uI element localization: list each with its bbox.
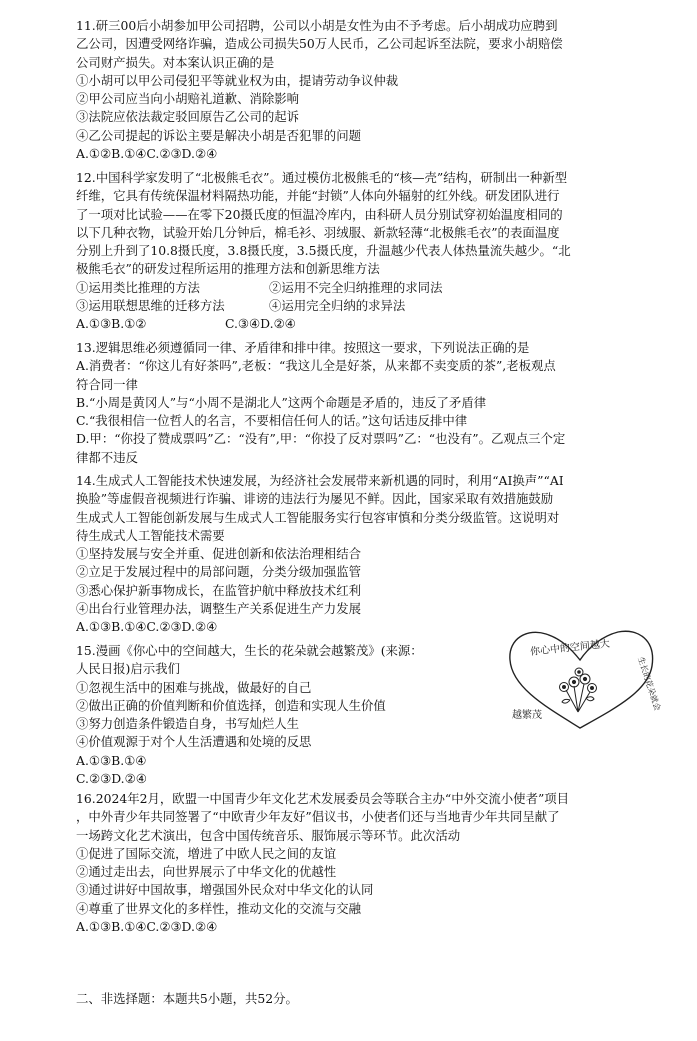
q16-option-3: ③通过讲好中国故事，增强国外民众对中华文化的认同 [76,882,374,898]
q12-answers-cd: C.③④D.②④ [224,316,296,332]
question-16 [76,790,656,936]
q14-option-2: ②立足于发展过程中的局部问题，分类分级加强监管 [76,564,361,580]
q16-stem-line-1: 16.2024年2月，欧盟一中国青少年文化艺术发展委员会等联合主办“中外交流小使者”项目 [76,791,570,806]
q12-option-3: ③运用联想思维的迁移方法 [76,298,225,314]
q11-stem-line-2: 乙公司，因遭受网络诈骗，造成公司损失50万人民币，乙公司起诉至法院，要求小胡赔偿 [76,36,563,52]
question-12 [76,169,656,334]
q12-option-1: ①运用类比推理的方法 [76,279,200,295]
q11-option-2: ②甲公司应当向小胡赔礼道歉、消除影响 [76,91,300,107]
q12-answers-ab: A.①③B.①② [76,316,147,332]
q11-stem-line-1: 11.研三00后小胡参加甲公司招聘，公司以小胡是女性为由不予考虑。后小胡成功应聘到 [76,18,558,33]
q13-stem: 13.逻辑思维必须遵循同一律、矛盾律和排中律。按照这一要求，下列说法正确的是 [76,340,530,355]
cartoon-side-text: 生长的花朵就会 [636,655,662,712]
q11-stem-line-3: 公司财产损失。对本案认识正确的是 [76,54,275,70]
q16-option-4: ④尊重了世界文化的多样性，推动文化的交流与交融 [76,900,361,916]
q14-option-3: ③悉心保护新事物成长，在监管护航中释放技术红利 [76,582,361,598]
q12-option-2: ②运用不完全归纳推理的求同法 [269,279,443,295]
q16-option-1: ①促进了国际交流，增进了中欧人民之间的友谊 [76,845,337,861]
q15-answers-cd: C.②③D.②④ [76,771,147,787]
q13-option-b: B.“小周是黄冈人”与“小周不是湖北人”这两个命题是矛盾的，违反了矛盾律 [76,394,487,410]
question-13 [76,339,656,467]
q16-stem-line-2: ，中外青少年共同签署了“中欧青少年友好”倡议书，小使者们还与当地青少年共同呈献了 [76,809,560,825]
q12-stem-line-1: 12.中国科学家发明了“北极熊毛衣”。通过模仿北极熊毛的“核—壳”结构，研制出一种新型 [76,170,568,185]
q12-stem-line-6: 极熊毛衣”的研发过程所运用的推理方法和创新思维方法 [76,261,380,277]
question-11 [76,17,656,163]
q14-option-1: ①坚持发展与安全并重、促进创新和依法治理相结合 [76,546,361,562]
q11-option-1: ①小胡可以甲公司侵犯平等就业权为由，提请劳动争议仲裁 [76,72,399,88]
question-15 [76,642,476,788]
q14-stem-line-4: 待生成式人工智能技术需要 [76,527,225,543]
q12-stem-line-4: 以下几种衣物，试验开始几分钟后，棉毛衫、羽绒服、新款轻薄“北极熊毛衣”的表面温度 [76,224,560,240]
q14-option-4: ④出台行业管理办法，调整生产关系促进生产力发展 [76,601,361,617]
q14-stem-line-1: 14.生成式人工智能技术快速发展，为经济社会发展带来新机遇的同时，利用“AI换声”“AI [76,473,564,488]
q13-option-d-line-2: 律都不违反 [76,449,138,465]
question-14 [76,472,656,637]
q12-options-row-2 [76,297,656,315]
q13-option-a-line-2: 符合同一律 [76,376,138,392]
q13-option-c: C.“我很相信一位哲人的名言，不要相信任何人的话。”这句话违反排中律 [76,413,468,429]
q15-stem-line-1: 15.漫画《你心中的空间越大，生长的花朵就会越繁茂》(来源： [76,643,423,658]
q11-answers: A.①②B.①④C.②③D.②④ [76,146,218,162]
section-2-title: 二、非选择题：本题共5小题，共52分。 [76,991,298,1006]
q12-stem-line-2: 纤维，它具有传统保温材料隔热功能，并能“封锁”人体向外辐射的红外线。研发团队进行 [76,188,560,204]
q15-answers-ab: A.①③B.①④ [76,752,147,768]
q16-stem-line-3: 一场跨文化艺术演出，包含中国传统音乐、服饰展示等环节。此次活动 [76,827,461,843]
q14-stem-line-2: 换脸”等虚假音视频进行诈骗、诽谤的违法行为屡见不鲜。因此，国家采取有效措施鼓励 [76,491,554,507]
q16-option-2: ②通过走出去，向世界展示了中华文化的优越性 [76,864,337,880]
q12-stem-line-5: 分别上升到了10.8摄氏度，3.8摄氏度，3.5摄氏度，升温越少代表人体热量流失越少。“北 [76,243,571,259]
q11-option-4: ④乙公司提起的诉讼主要是解决小胡是否犯罪的问题 [76,127,361,143]
q13-option-d-line-1: D.甲：“你投了赞成票吗”乙：“没有”,甲：“你投了反对票吗”乙：“也没有”。乙观点三个定 [76,431,566,447]
q15-option-3: ③努力创造条件锻造自身，书写灿烂人生 [76,716,300,732]
cartoon-top-text: 你心中的空间越大 [529,638,611,658]
heart-flower-cartoon [498,624,663,734]
q11-option-3: ③法院应依法裁定驳回原告乙公司的起诉 [76,109,300,125]
q13-option-a-line-1: A.消费者：“你这儿有好茶吗”,老板：“我这儿全是好茶，从来都不卖变质的茶”,老板观点 [76,358,556,374]
q16-answers: A.①③B.①④C.②③D.②④ [76,919,218,935]
section-2-heading [76,990,656,1008]
q12-options-row-1 [76,279,656,297]
q12-answers [76,315,656,333]
q14-answers: A.①③B.①④C.②③D.②④ [76,619,218,635]
cartoon-bottom-text: 越繁茂 [512,710,542,721]
q14-stem-line-3: 生成式人工智能创新发展与生成式人工智能服务实行包容审慎和分类分级监管。这说明对 [76,509,560,525]
q15-stem-line-2: 人民日报)启示我们 [76,661,180,677]
q12-option-4: ④运用完全归纳的求异法 [269,298,406,314]
q12-stem-line-3: 了一项对比试验——在零下20摄氏度的恒温冷库内，由科研人员分别试穿初始温度相同的 [76,206,563,222]
q15-option-2: ②做出正确的价值判断和价值选择，创造和实现人生价值 [76,697,386,713]
q15-option-1: ①忽视生活中的困难与挑战，做最好的自己 [76,679,312,695]
q15-option-4: ④价值观源于对个人生活遭遇和处境的反思 [76,734,312,750]
flower-bouquet [560,668,597,712]
